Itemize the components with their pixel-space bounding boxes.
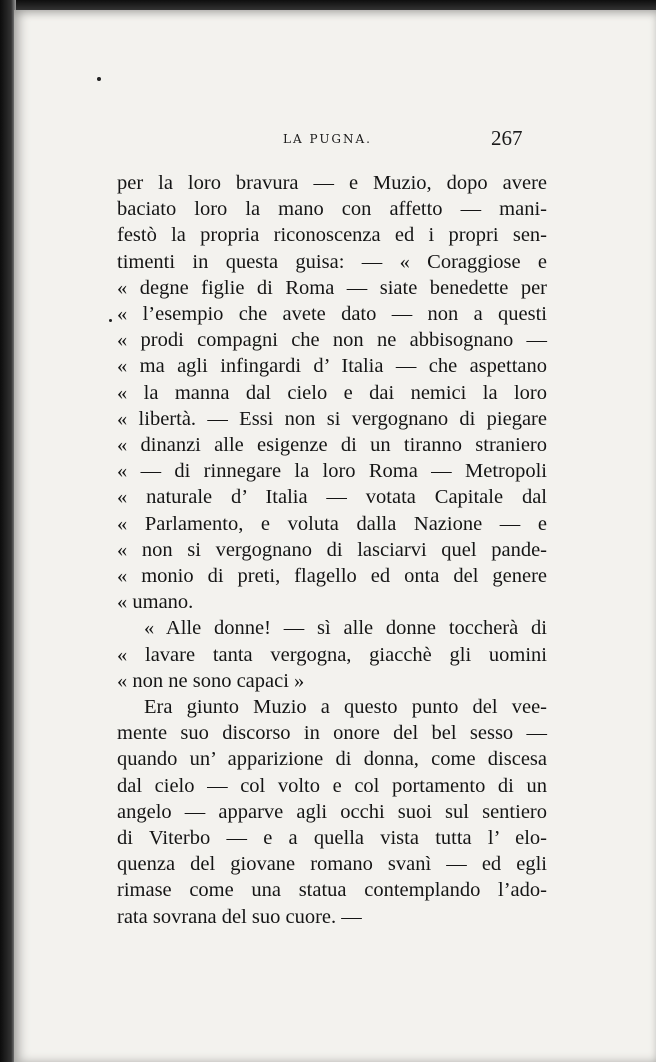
text-line: baciato loro la mano con affetto — mani- bbox=[117, 198, 547, 221]
text-line: mente suo discorso in onore del bel sesso — bbox=[117, 722, 547, 745]
text-line: « monio di preti, flagello ed onta del genere bbox=[117, 565, 547, 588]
text-line: timenti in questa guisa: — « Coraggiose e bbox=[117, 250, 547, 273]
text-line: rata sovrana del suo cuore. — bbox=[117, 905, 362, 928]
text-line: « non ne sono capaci » bbox=[117, 669, 305, 692]
text-line: « la manna dal cielo e dai nemici la loro bbox=[117, 381, 547, 404]
text-line: « umano. bbox=[117, 591, 194, 614]
ink-speck bbox=[97, 77, 101, 81]
text-line: « non si vergognano di lasciarvi quel pande- bbox=[117, 538, 547, 561]
text-line: « l’esempio che avete dato — non a questi bbox=[117, 303, 547, 326]
text-line: Era giunto Muzio a questo punto del vee- bbox=[144, 696, 547, 719]
text-line: quando un’ apparizione di donna, come discesa bbox=[117, 748, 547, 771]
running-title: LA PUGNA. bbox=[283, 132, 372, 146]
text-line: dal cielo — col volto e col portamento di un bbox=[117, 774, 547, 797]
text-line: « libertà. — Essi non si vergognano di piegare bbox=[117, 407, 547, 430]
ink-speck bbox=[109, 319, 112, 322]
text-line: quenza del giovane romano svanì — ed egli bbox=[117, 853, 547, 876]
text-line: per la loro bravura — e Muzio, dopo avere bbox=[117, 172, 547, 194]
text-line: « Alle donne! — sì alle donne toccherà di bbox=[144, 617, 547, 640]
text-line: « Parlamento, e voluta dalla Nazione — e bbox=[117, 512, 547, 535]
text-line: « lavare tanta vergogna, giacchè gli uomini bbox=[117, 643, 547, 666]
text-line: rimase come una statua contemplando l’ado- bbox=[117, 879, 547, 902]
text-line: « prodi compagni che non ne abbisognano — bbox=[117, 329, 547, 352]
text-line: festò la propria riconoscenza ed i propri sen- bbox=[117, 224, 547, 247]
text-line: « ma agli infingardi d’ Italia — che aspettano bbox=[117, 355, 547, 378]
page-number: 267 bbox=[491, 126, 523, 150]
text-line: angelo — apparve agli occhi suoi sul sentiero bbox=[117, 800, 547, 823]
body-text bbox=[117, 170, 547, 930]
text-line: « dinanzi alle esigenze di un tiranno straniero bbox=[117, 434, 547, 457]
text-line: « — di rinnegare la loro Roma — Metropoli bbox=[117, 460, 547, 483]
text-line: di Viterbo — e a quella vista tutta l’ elo- bbox=[117, 827, 547, 850]
text-line: « degne figlie di Roma — siate benedette per bbox=[117, 276, 547, 299]
text-line: « naturale d’ Italia — votata Capitale dal bbox=[117, 486, 547, 509]
